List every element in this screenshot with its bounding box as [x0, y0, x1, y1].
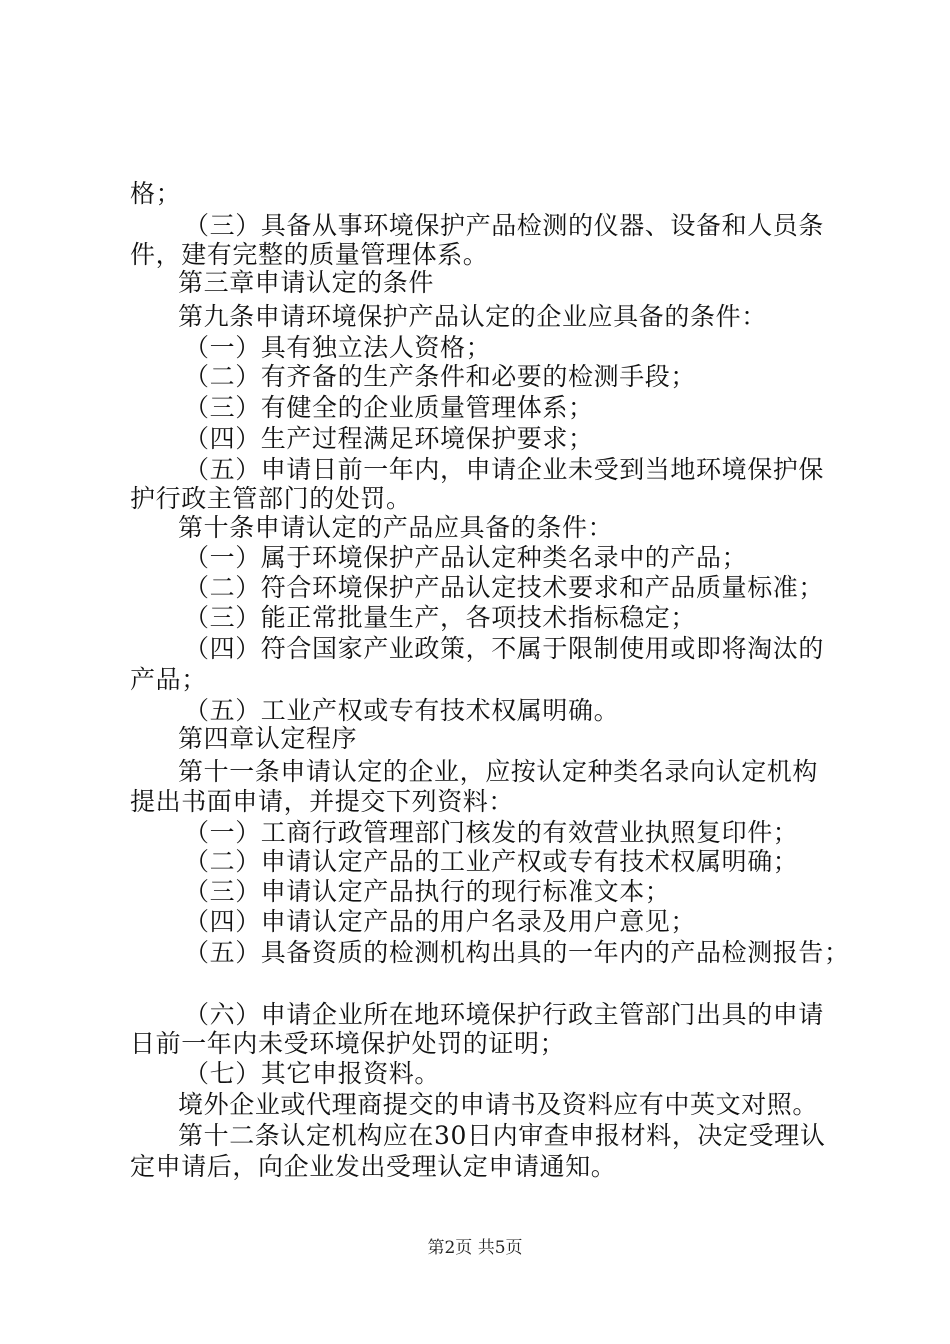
text-line: （二）申请认定产品的工业产权或专有技术权属明确；: [184, 847, 799, 876]
text-line: （一）工商行政管理部门核发的有效营业执照复印件；: [184, 818, 799, 847]
text-line: （七）其它申报资料。: [184, 1059, 441, 1088]
text-line: 日前一年内未受环境保护处罚的证明；: [130, 1029, 566, 1058]
article-line: 第十条申请认定的产品应具备的条件：: [178, 513, 614, 542]
page-number-footer: 第2页 共5页: [427, 1238, 523, 1258]
chapter-heading: 第三章申请认定的条件: [178, 268, 435, 297]
text-line: 境外企业或代理商提交的申请书及资料应有中英文对照。: [178, 1090, 819, 1119]
text-line: 产品；: [130, 665, 207, 694]
text-line: （三）有健全的企业质量管理体系；: [184, 393, 594, 422]
text-line: （一）属于环境保护产品认定种类名录中的产品；: [184, 543, 748, 572]
text-line: （四）申请认定产品的用户名录及用户意见；: [184, 907, 697, 936]
text-line: （三）能正常批量生产，各项技术指标稳定；: [184, 603, 697, 632]
text-line: 定申请后，向企业发出受理认定申请通知。: [130, 1152, 617, 1181]
article-line: 第十一条申请认定的企业，应按认定种类名录向认定机构: [178, 757, 819, 786]
text-line: （三）具备从事环境保护产品检测的仪器、设备和人员条: [184, 211, 825, 240]
text-line: （五）具备资质的检测机构出具的一年内的产品检测报告；: [184, 938, 850, 967]
chapter-heading: 第四章认定程序: [178, 724, 358, 753]
text-line: （六）申请企业所在地环境保护行政主管部门出具的申请: [184, 1000, 825, 1029]
text-line: （四）符合国家产业政策，不属于限制使用或即将淘汰的: [184, 634, 825, 663]
text-line: （五）申请日前一年内，申请企业未受到当地环境保护保: [184, 455, 825, 484]
text-line: （四）生产过程满足环境保护要求；: [184, 424, 594, 453]
text-line: 格；: [130, 179, 182, 208]
text-line: （二）符合环境保护产品认定技术要求和产品质量标准；: [184, 573, 825, 602]
text-line: 提出书面申请，并提交下列资料：: [130, 787, 515, 816]
text-line: 件，建有完整的质量管理体系。: [130, 240, 489, 269]
article-line: 第九条申请环境保护产品认定的企业应具备的条件：: [178, 302, 767, 331]
text-line: （三）申请认定产品执行的现行标准文本；: [184, 877, 671, 906]
text-line: （一）具有独立法人资格；: [184, 333, 492, 362]
text-line: 护行政主管部门的处罚。: [130, 484, 412, 513]
article-line: 第十二条认定机构应在30日内审查申报材料，决定受理认: [178, 1121, 826, 1150]
text-line: （二）有齐备的生产条件和必要的检测手段；: [184, 362, 697, 391]
text-line: （五）工业产权或专有技术权属明确。: [184, 696, 620, 725]
